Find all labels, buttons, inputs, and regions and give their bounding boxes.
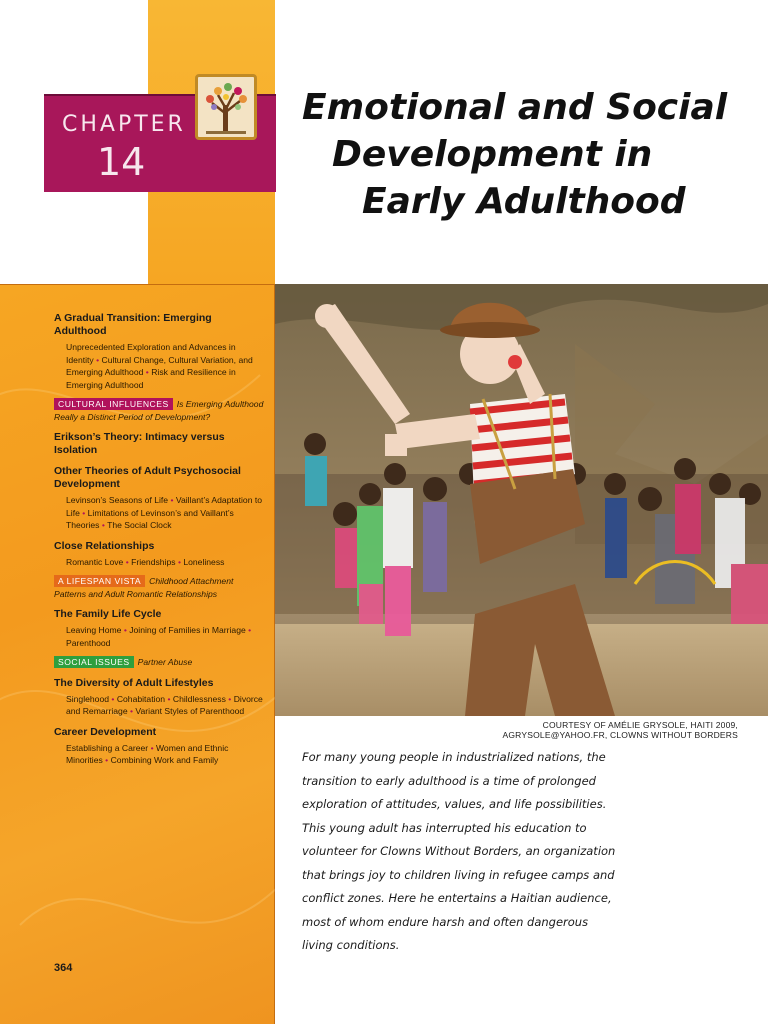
feature-box-cultural [54,398,264,423]
feature-tag: CULTURAL INFLUENCES [54,398,173,410]
photo-credit [503,720,739,740]
page-number: 364 [54,962,73,974]
outline-section-items: Establishing a Career • Women and Ethnic Minorities • Combining Work and Family [66,742,229,765]
title-line-3: Early Adulthood [362,181,686,222]
feature-box-lifespan [54,575,264,600]
outline-section-title: The Diversity of Adult Lifestyles [54,676,214,689]
outline-section-title: Close Relationships [54,539,155,552]
outline-section-items: Singlehood • Cohabitation • Childlessness • Divorce and Remarriage • Variant Styles of Parenthood [66,693,263,716]
outline-section-title: Erikson’s Theory: Intimacy versus Isolation [54,431,225,456]
chapter-title [302,84,752,225]
feature-text: Partner Abuse [137,657,193,667]
title-line-2: Development in [332,134,653,175]
chapter-outline [54,312,264,767]
outline-section-title: A Gradual Transition: Emerging Adulthood [54,312,212,337]
outline-section-items: Leaving Home • Joining of Families in Marriage • Parenthood [66,625,252,648]
outline-section-title: Other Theories of Adult Psychosocial Development [54,465,241,490]
tree-icon [195,74,257,140]
outline-section-title: The Family Life Cycle [54,608,162,620]
feature-text: Childhood Attachment Patterns and Adult Romantic Relationships [54,576,234,599]
photo-caption: For many young people in industrialized nations, the transition to early adulthood is a time of prolonged exploration of attitudes, values, and life possibilities. This young adult has interrupted his education to volunteer for Clowns Without Borders, an organization that brings joy to children living in refugee camps and conflict zones. Here he entertains a Haitian audience, most of whom endure harsh and often dangerous living conditions. [302,750,616,952]
outline-section-items: Romantic Love • Friendships • Loneliness [66,556,225,567]
title-line-1: Emotional and Social [302,87,728,128]
feature-tag: SOCIAL ISSUES [54,656,134,668]
photo-credit-line-1: COURTESY OF AMÉLIE GRYSOLE, HAITI 2009, [542,720,738,730]
clown-performing-photo [275,284,768,716]
feature-text: Is Emerging Adulthood Really a Distinct Period of Development? [54,399,264,422]
feature-tag: A LIFESPAN VISTA [54,575,145,587]
outline-section-items: Levinson’s Seasons of Life • Vaillant’s Adaptation to Life • Limitations of Levinson’s and Vaillant’s Theories • The Social Clock [66,495,263,530]
photo-credit-line-2: AGRYSOLE@YAHOO.FR, CLOWNS WITHOUT BORDERS [502,730,738,740]
outline-section-title: Career Development [54,725,157,738]
feature-box-social [54,656,264,669]
outline-section-items: Unprecedented Exploration and Advances in Identity • Cultural Change, Cultural Variation, and Emerging Adulthood • Risk and Resilience in Emerging Adulthood [66,342,253,390]
chapter-number: 14 [97,140,146,184]
chapter-label: CHAPTER [62,112,186,137]
